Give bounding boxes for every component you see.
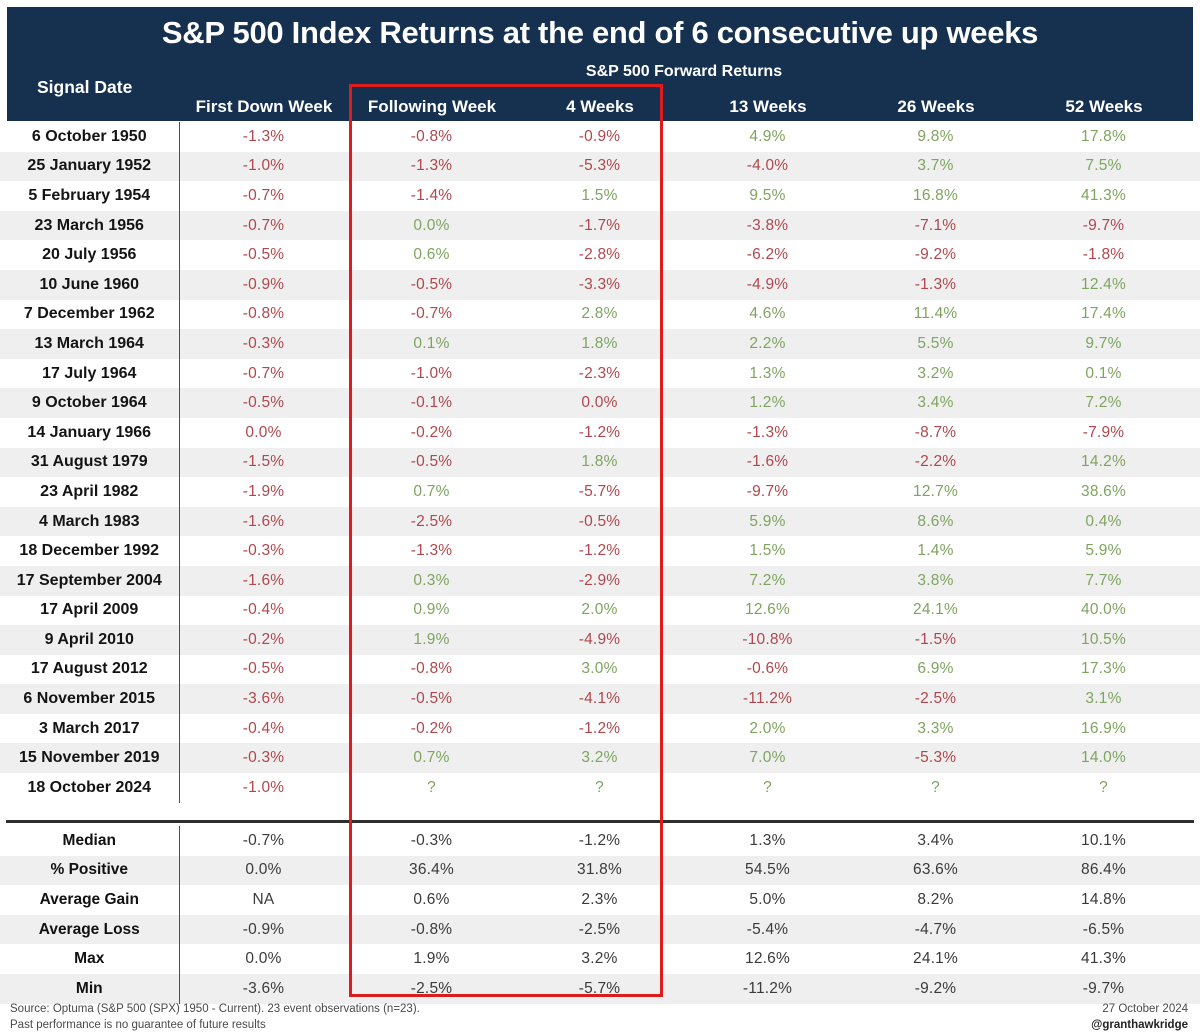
return-value-cell: -1.2% — [578, 542, 621, 560]
summary-value-cell: -2.5% — [410, 979, 453, 997]
return-value-cell: -1.3% — [242, 127, 285, 145]
signal-date-cell: 6 November 2015 — [0, 684, 180, 714]
signal-date-cell: 4 March 1983 — [0, 507, 180, 537]
table-row — [0, 507, 1200, 537]
return-value-cell: -0.6% — [746, 660, 789, 678]
return-value-cell: 5.9% — [1085, 542, 1122, 560]
signal-date-cell: 31 August 1979 — [0, 448, 180, 478]
summary-value-cell: -4.7% — [914, 920, 957, 938]
table-row — [0, 714, 1200, 744]
summary-value-cell: 31.8% — [577, 861, 622, 879]
return-value-cell: -4.0% — [746, 157, 789, 175]
signal-date-cell: 17 July 1964 — [0, 359, 180, 389]
return-value-cell: 2.2% — [749, 334, 786, 352]
return-value-cell: -1.0% — [410, 364, 453, 382]
return-value-cell: 6.9% — [917, 660, 954, 678]
return-value-cell: -0.7% — [242, 216, 285, 234]
return-value-cell: 3.3% — [917, 719, 954, 737]
summary-value-cell: 36.4% — [409, 861, 454, 879]
return-value-cell: -1.3% — [914, 275, 957, 293]
return-value-cell: 3.0% — [581, 660, 618, 678]
return-value-cell: 16.8% — [913, 186, 958, 204]
return-value-cell: 24.1% — [913, 601, 958, 619]
summary-row — [0, 826, 1200, 856]
return-value-cell: -1.5% — [914, 630, 957, 648]
source-note: Source: Optuma (S&P 500 (SPX) 1950 - Current). 23 event observations (n=23). — [10, 1003, 420, 1015]
return-value-cell: -0.5% — [410, 690, 453, 708]
return-value-cell: 12.7% — [913, 482, 958, 500]
signal-date-cell: 17 August 2012 — [0, 655, 180, 685]
return-value-cell: 3.7% — [917, 157, 954, 175]
return-value-cell: -0.8% — [410, 660, 453, 678]
return-value-cell: ? — [1099, 778, 1108, 796]
summary-row — [0, 885, 1200, 915]
summary-value-cell: -0.9% — [242, 920, 285, 938]
return-value-cell: -0.2% — [242, 630, 285, 648]
signal-date-cell: 5 February 1954 — [0, 181, 180, 211]
column-header: 26 Weeks — [897, 97, 975, 116]
return-value-cell: 0.0% — [581, 394, 618, 412]
disclaimer-note: Past performance is no guarantee of future results — [10, 1019, 266, 1031]
return-value-cell: 0.4% — [1085, 512, 1122, 530]
return-value-cell: 1.5% — [581, 186, 618, 204]
return-value-cell: -4.1% — [578, 690, 621, 708]
summary-row — [0, 915, 1200, 945]
return-value-cell: 14.0% — [1081, 749, 1126, 767]
return-value-cell: 4.9% — [749, 127, 786, 145]
return-value-cell: -1.2% — [578, 719, 621, 737]
return-value-cell: -0.3% — [242, 749, 285, 767]
return-value-cell: 11.4% — [913, 305, 958, 323]
return-value-cell: -1.5% — [242, 453, 285, 471]
footer-date: 27 October 2024 — [1102, 1003, 1188, 1015]
table-row — [0, 477, 1200, 507]
summary-value-cell: -0.3% — [410, 831, 453, 849]
return-value-cell: 14.2% — [1081, 453, 1126, 471]
summary-rows — [0, 826, 1200, 1004]
column-header: 13 Weeks — [729, 97, 807, 116]
return-value-cell: 8.6% — [917, 512, 954, 530]
return-value-cell: 1.3% — [749, 364, 786, 382]
return-value-cell: 0.1% — [1085, 364, 1122, 382]
return-value-cell: -0.1% — [410, 394, 453, 412]
summary-value-cell: NA — [252, 890, 275, 908]
summary-value-cell: 10.1% — [1081, 831, 1126, 849]
return-value-cell: 1.8% — [581, 453, 618, 471]
summary-divider — [6, 820, 1194, 823]
column-header: First Down Week — [195, 97, 333, 116]
return-value-cell: -1.6% — [242, 571, 285, 589]
signal-date-cell: 25 January 1952 — [0, 152, 180, 182]
return-value-cell: -1.7% — [578, 216, 621, 234]
return-value-cell: 17.4% — [1081, 305, 1126, 323]
return-value-cell: -1.4% — [410, 186, 453, 204]
return-value-cell: 41.3% — [1081, 186, 1126, 204]
signal-date-cell: 6 October 1950 — [0, 122, 180, 152]
return-value-cell: 3.1% — [1085, 690, 1122, 708]
return-value-cell: 0.6% — [413, 246, 450, 264]
summary-value-cell: -11.2% — [742, 979, 793, 997]
signal-date-cell: 9 April 2010 — [0, 625, 180, 655]
table-row — [0, 684, 1200, 714]
signal-date-cell: 23 March 1956 — [0, 211, 180, 241]
return-value-cell: 2.0% — [749, 719, 786, 737]
return-value-cell: -0.5% — [242, 246, 285, 264]
return-value-cell: -7.1% — [914, 216, 957, 234]
table-row — [0, 240, 1200, 270]
signal-date-cell: 18 October 2024 — [0, 773, 180, 803]
return-value-cell: -0.4% — [242, 719, 285, 737]
return-value-cell: 3.2% — [917, 364, 954, 382]
summary-value-cell: -2.5% — [578, 920, 621, 938]
table-row — [0, 181, 1200, 211]
footer — [10, 1001, 1188, 1033]
return-value-cell: -0.5% — [242, 394, 285, 412]
signal-date-cell: 9 October 1964 — [0, 388, 180, 418]
return-value-cell: 0.7% — [413, 749, 450, 767]
summary-value-cell: 0.0% — [245, 950, 282, 968]
summary-value-cell: 14.8% — [1081, 890, 1126, 908]
return-value-cell: 0.3% — [413, 571, 450, 589]
summary-value-cell: 5.0% — [749, 890, 786, 908]
table-row — [0, 596, 1200, 626]
summary-value-cell: 0.0% — [245, 861, 282, 879]
return-value-cell: -1.2% — [578, 423, 621, 441]
return-value-cell: -3.6% — [242, 690, 285, 708]
summary-value-cell: -3.6% — [242, 979, 285, 997]
table-row — [0, 359, 1200, 389]
return-value-cell: 3.2% — [581, 749, 618, 767]
return-value-cell: 7.2% — [749, 571, 786, 589]
return-value-cell: -5.7% — [578, 482, 621, 500]
return-value-cell: -3.8% — [746, 216, 789, 234]
return-value-cell: 4.6% — [749, 305, 786, 323]
return-value-cell: -0.8% — [242, 305, 285, 323]
table-row — [0, 655, 1200, 685]
summary-value-cell: 2.3% — [581, 890, 618, 908]
table-row — [0, 211, 1200, 241]
table-row — [0, 743, 1200, 773]
return-value-cell: 5.9% — [749, 512, 786, 530]
return-value-cell: -1.3% — [410, 157, 453, 175]
summary-label-cell: Median — [0, 826, 180, 856]
data-rows — [0, 122, 1200, 803]
summary-value-cell: 54.5% — [745, 861, 790, 879]
return-value-cell: -2.9% — [578, 571, 621, 589]
column-headers — [180, 97, 1188, 117]
column-header: 4 Weeks — [566, 97, 634, 116]
summary-value-cell: 0.6% — [413, 890, 450, 908]
forward-returns-label: S&P 500 Forward Returns — [585, 63, 783, 80]
return-value-cell: -0.5% — [410, 275, 453, 293]
return-value-cell: -0.7% — [242, 186, 285, 204]
return-value-cell: -1.3% — [410, 542, 453, 560]
signal-date-cell: 13 March 1964 — [0, 329, 180, 359]
return-value-cell: 17.8% — [1081, 127, 1126, 145]
summary-row — [0, 856, 1200, 886]
summary-value-cell: -0.8% — [410, 920, 453, 938]
return-value-cell: -0.8% — [410, 127, 453, 145]
summary-value-cell: 86.4% — [1081, 861, 1126, 879]
summary-value-cell: -0.7% — [242, 831, 285, 849]
signal-date-cell: 20 July 1956 — [0, 240, 180, 270]
return-value-cell: -1.8% — [1082, 246, 1125, 264]
return-value-cell: ? — [763, 778, 772, 796]
column-header: 52 Weeks — [1065, 97, 1143, 116]
return-value-cell: 1.2% — [749, 394, 786, 412]
return-value-cell: 2.0% — [581, 601, 618, 619]
return-value-cell: 1.9% — [413, 630, 450, 648]
return-value-cell: 17.3% — [1081, 660, 1126, 678]
return-value-cell: 40.0% — [1081, 601, 1126, 619]
summary-value-cell: 63.6% — [913, 861, 958, 879]
return-value-cell: 16.9% — [1081, 719, 1126, 737]
return-value-cell: -1.0% — [242, 778, 285, 796]
summary-row — [0, 944, 1200, 974]
table-header — [7, 7, 1193, 121]
return-value-cell: 0.1% — [413, 334, 450, 352]
return-value-cell: -9.7% — [1082, 216, 1125, 234]
return-value-cell: -3.3% — [578, 275, 621, 293]
return-value-cell: -2.3% — [578, 364, 621, 382]
table-row — [0, 418, 1200, 448]
return-value-cell: 7.0% — [749, 749, 786, 767]
return-value-cell: -2.5% — [914, 690, 957, 708]
table-row — [0, 773, 1200, 803]
return-value-cell: -0.2% — [410, 719, 453, 737]
return-value-cell: -4.9% — [746, 275, 789, 293]
signal-date-cell: 14 January 1966 — [0, 418, 180, 448]
return-value-cell: -0.9% — [578, 127, 621, 145]
chart-title: S&P 500 Index Returns at the end of 6 consecutive up weeks — [161, 15, 1039, 50]
summary-label-cell: Min — [0, 974, 180, 1004]
summary-value-cell: 41.3% — [1081, 950, 1126, 968]
return-value-cell: ? — [931, 778, 940, 796]
return-value-cell: -4.9% — [578, 630, 621, 648]
return-value-cell: 7.2% — [1085, 394, 1122, 412]
return-value-cell: -0.5% — [578, 512, 621, 530]
return-value-cell: -5.3% — [578, 157, 621, 175]
return-value-cell: -5.3% — [914, 749, 957, 767]
return-value-cell: -6.2% — [746, 246, 789, 264]
return-value-cell: 7.7% — [1085, 571, 1122, 589]
return-value-cell: 2.8% — [581, 305, 618, 323]
signal-date-cell: 18 December 1992 — [0, 536, 180, 566]
return-value-cell: 9.7% — [1085, 334, 1122, 352]
signal-date-column-header: Signal Date — [37, 77, 133, 97]
return-value-cell: -0.7% — [242, 364, 285, 382]
return-value-cell: 1.5% — [749, 542, 786, 560]
signal-date-cell: 3 March 2017 — [0, 714, 180, 744]
summary-value-cell: -6.5% — [1082, 920, 1125, 938]
table-row — [0, 122, 1200, 152]
summary-label-cell: Max — [0, 944, 180, 974]
return-value-cell: 38.6% — [1081, 482, 1126, 500]
return-value-cell: 0.7% — [413, 482, 450, 500]
return-value-cell: -10.8% — [742, 630, 793, 648]
summary-value-cell: 12.6% — [745, 950, 790, 968]
summary-value-cell: 24.1% — [913, 950, 958, 968]
summary-row — [0, 974, 1200, 1004]
return-value-cell: -7.9% — [1082, 423, 1125, 441]
table-row — [0, 329, 1200, 359]
return-value-cell: 1.4% — [917, 542, 954, 560]
summary-label-cell: Average Loss — [0, 915, 180, 945]
table-row — [0, 270, 1200, 300]
summary-value-cell: 1.9% — [413, 950, 450, 968]
return-value-cell: -0.3% — [242, 542, 285, 560]
summary-value-cell: 3.2% — [581, 950, 618, 968]
summary-label-cell: Average Gain — [0, 885, 180, 915]
return-value-cell: 1.8% — [581, 334, 618, 352]
summary-value-cell: -9.2% — [914, 979, 957, 997]
summary-value-cell: 8.2% — [917, 890, 954, 908]
return-value-cell: -0.7% — [410, 305, 453, 323]
return-value-cell: -0.2% — [410, 423, 453, 441]
return-value-cell: 0.0% — [245, 423, 282, 441]
return-value-cell: 5.5% — [917, 334, 954, 352]
return-value-cell: 0.0% — [413, 216, 450, 234]
summary-value-cell: -9.7% — [1082, 979, 1125, 997]
return-value-cell: 9.8% — [917, 127, 954, 145]
return-value-cell: -0.5% — [410, 453, 453, 471]
return-value-cell: -1.3% — [746, 423, 789, 441]
summary-value-cell: -5.7% — [578, 979, 621, 997]
summary-value-cell: 1.3% — [749, 831, 786, 849]
summary-value-cell: 3.4% — [917, 831, 954, 849]
signal-date-cell: 17 April 2009 — [0, 596, 180, 626]
return-value-cell: 3.8% — [917, 571, 954, 589]
signal-date-cell: 15 November 2019 — [0, 743, 180, 773]
table-row — [0, 300, 1200, 330]
return-value-cell: -2.5% — [410, 512, 453, 530]
return-value-cell: -0.4% — [242, 601, 285, 619]
return-value-cell: -11.2% — [742, 690, 793, 708]
signal-date-cell: 23 April 1982 — [0, 477, 180, 507]
signal-date-cell: 7 December 1962 — [0, 300, 180, 330]
author-handle: @granthawkridge — [1091, 1019, 1188, 1031]
return-value-cell: 9.5% — [749, 186, 786, 204]
return-value-cell: -0.9% — [242, 275, 285, 293]
table-row — [0, 152, 1200, 182]
return-value-cell: 12.6% — [745, 601, 790, 619]
summary-value-cell: -5.4% — [746, 920, 789, 938]
table-row — [0, 536, 1200, 566]
return-value-cell: 10.5% — [1081, 630, 1126, 648]
return-value-cell: -0.3% — [242, 334, 285, 352]
return-value-cell: -1.6% — [242, 512, 285, 530]
table-row — [0, 388, 1200, 418]
summary-value-cell: -1.2% — [578, 831, 621, 849]
return-value-cell: ? — [427, 778, 436, 796]
table-row — [0, 625, 1200, 655]
return-value-cell: 12.4% — [1081, 275, 1126, 293]
signal-date-cell: 17 September 2004 — [0, 566, 180, 596]
return-value-cell: -8.7% — [914, 423, 957, 441]
return-value-cell: -9.2% — [914, 246, 957, 264]
return-value-cell: 7.5% — [1085, 157, 1122, 175]
return-value-cell: -1.0% — [242, 157, 285, 175]
return-value-cell: -1.9% — [242, 482, 285, 500]
return-value-cell: -0.5% — [242, 660, 285, 678]
signal-date-cell: 10 June 1960 — [0, 270, 180, 300]
return-value-cell: -2.8% — [578, 246, 621, 264]
table-row — [0, 566, 1200, 596]
column-header: Following Week — [367, 97, 497, 116]
return-value-cell: -2.2% — [914, 453, 957, 471]
return-value-cell: 0.9% — [413, 601, 450, 619]
table-row — [0, 448, 1200, 478]
return-value-cell: ? — [595, 778, 604, 796]
return-value-cell: -9.7% — [746, 482, 789, 500]
summary-label-cell: % Positive — [0, 856, 180, 886]
return-value-cell: 3.4% — [917, 394, 954, 412]
return-value-cell: -1.6% — [746, 453, 789, 471]
